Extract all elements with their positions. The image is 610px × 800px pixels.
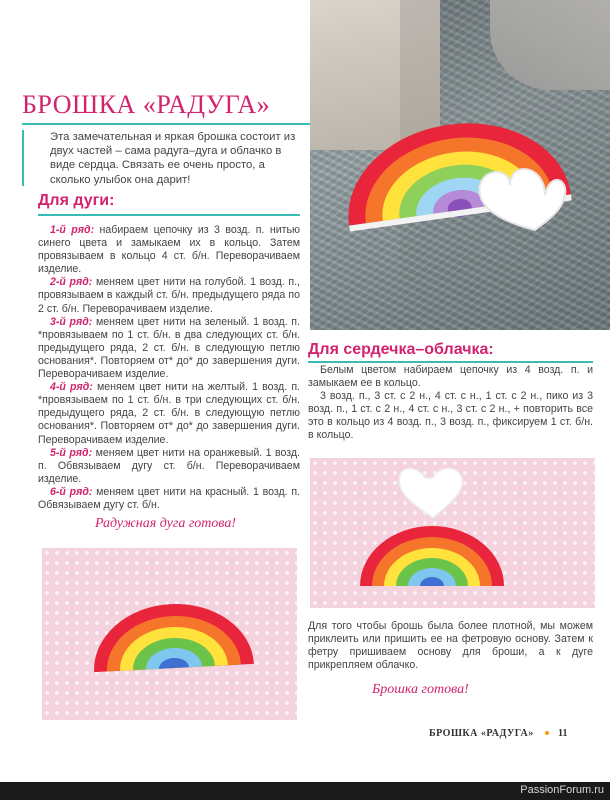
final-paragraph: Для того чтобы брошь была более плотной, мы можем приклеить или пришить ее на фетровую основу. Затем к фетру пришиваем основу для броши, а к дуге прикрепляем облачко. xyxy=(308,620,593,672)
row-paragraph xyxy=(38,447,300,486)
row-paragraph xyxy=(38,381,300,446)
article-title: БРОШКА «РАДУГА» xyxy=(22,90,271,119)
row-label: 4-й ряд: xyxy=(50,381,93,394)
row-text: меняем цвет нити на красный. 1 возд. п. Обвязываем дугу ст. б/н. xyxy=(38,485,301,511)
row-label: 5-й ряд: xyxy=(50,446,93,459)
intro-accent-bar xyxy=(22,130,24,186)
photo-rainbow-with-heart xyxy=(310,458,595,608)
arc-caption: Радужная дуга готова! xyxy=(95,516,237,531)
arc-heading-rule xyxy=(38,214,300,216)
page-number: 11 xyxy=(558,728,568,739)
row-paragraph xyxy=(38,276,300,315)
row-paragraph xyxy=(38,486,300,512)
watermark-bar xyxy=(0,782,610,800)
brooch-illustration xyxy=(310,0,610,330)
photo-brooch-on-sweater xyxy=(310,0,610,330)
watermark: PassionForum.ru xyxy=(520,784,604,796)
row-text: меняем цвет нити на голубой. 1 возд. п., провязываем в каждый ст. б/н. предыдущего ряда по 2 ст. б/н. Переворачиваем изделие. xyxy=(38,276,300,315)
row-text: меняем цвет нити на зеленый. 1 возд. п. *провязываем по 1 ст. б/н. в два следующих ст. б/н. предыдущего ряда, 2 ст. б/н. в следующую петлю основания*. Повторяем от* до* до завершения дуги. Переворачиваем изделие. xyxy=(38,315,300,381)
heart-instructions xyxy=(308,364,593,443)
heart-heading-rule xyxy=(308,361,593,363)
row-paragraph xyxy=(38,316,300,381)
arc-heading: Для дуги: xyxy=(38,192,115,209)
row-label: 6-й ряд: xyxy=(50,485,93,498)
footer-bullet xyxy=(545,731,549,735)
row-paragraph xyxy=(38,224,300,276)
arc-rows xyxy=(38,224,300,512)
final-caption: Брошка готова! xyxy=(372,682,469,697)
photo-rainbow-arc xyxy=(42,548,297,720)
row-label: 1-й ряд: xyxy=(50,224,95,236)
row-text: набираем цепочку из 3 возд. п. нитью синего цвета и замыкаем их в кольцо. Затем провязываем в кольцо 4 ст. б/н. Переворачиваем изделие. xyxy=(38,224,300,276)
heart-paragraph: Белым цветом набираем цепочку из 4 возд. п. и замыкаем ее в кольцо. xyxy=(308,364,593,390)
heart-heading: Для сердечка–облачка: xyxy=(308,341,494,358)
rainbow-arc-illustration xyxy=(42,548,297,720)
title-underline xyxy=(22,123,310,125)
intro-paragraph: Эта замечательная и яркая брошка состоит из двух частей – сама радуга–дуга и облачко в виде сердца. Связать ее очень просто, а сколько улыбок она дарит! xyxy=(50,131,296,186)
heart-paragraph: 3 возд. п., 3 ст. с 2 н., 4 ст. с н., 1 ст. с 2 н., пико из 3 возд. п., 1 ст. с 2 н., 4 ст. с н., 3 ст. с 2 н., + повторить все это в кольцо из 4 возд. п., 3 возд. п., фиксируем 1 ст. б/н. в кольцо. xyxy=(308,390,593,442)
row-label: 3-й ряд: xyxy=(50,315,93,328)
row-label: 2-й ряд: xyxy=(50,276,93,289)
row-text: меняем цвет нити на оранжевый. 1 возд. п. Обвязываем дугу ст. б/н. Переворачиваем изделие. xyxy=(38,446,301,485)
footer-label: БРОШКА «РАДУГА» xyxy=(429,728,534,739)
rainbow-heart-illustration xyxy=(310,458,595,608)
row-text: меняем цвет нити на желтый. 1 возд. п. *провязываем по 1 ст. б/н. в три следующих ст. б/н. предыдущего ряда, 2 ст. б/н. в следующую петлю основания*. Повторяем от* до* до завершения дуги. Переворачиваем изделие. xyxy=(38,381,300,446)
